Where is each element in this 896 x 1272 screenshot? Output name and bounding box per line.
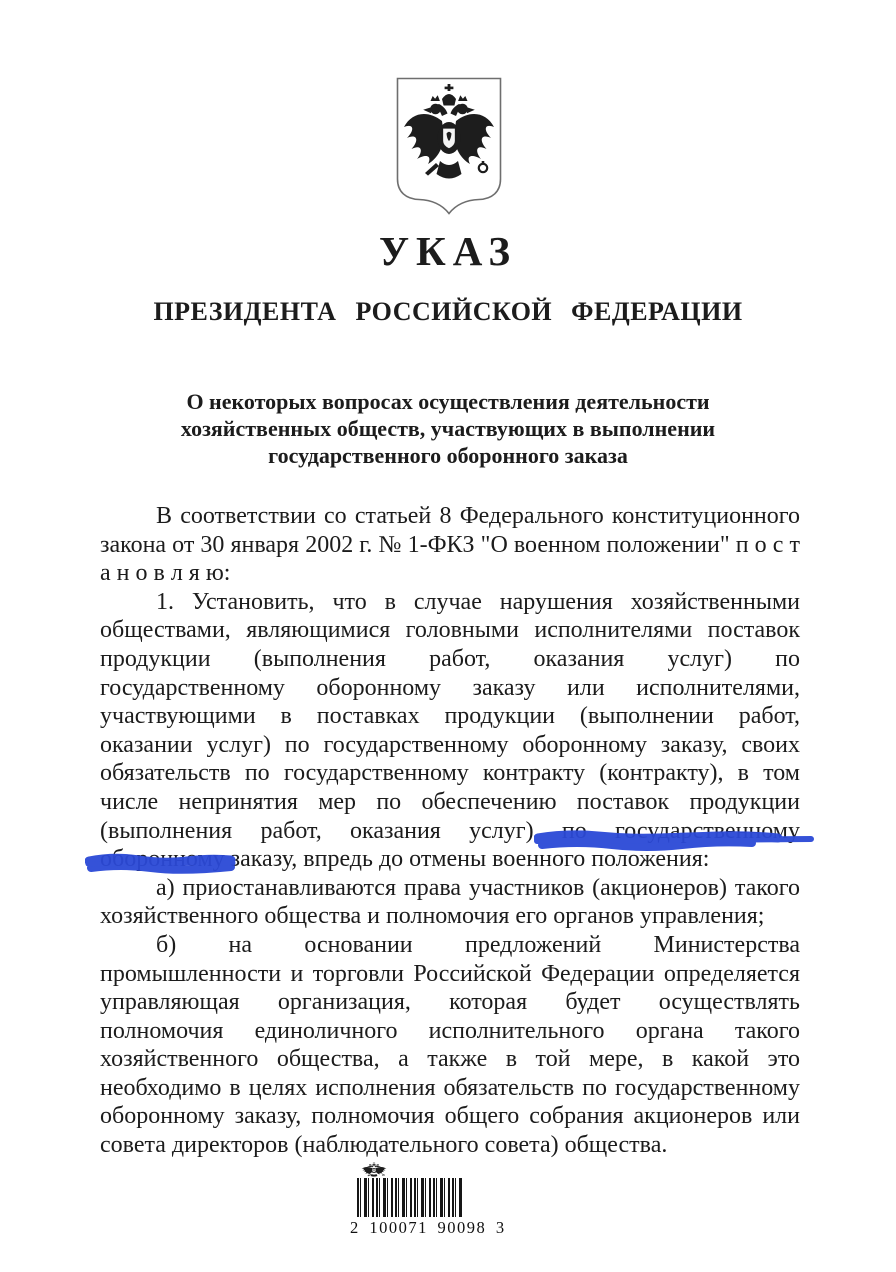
subject-line-2: хозяйственных обществ, участвующих в выполнении xyxy=(180,416,716,441)
decree-subtitle: ПРЕЗИДЕНТА РОССИЙСКОЙ ФЕДЕРАЦИИ xyxy=(153,297,743,326)
subject-line-1: О некоторых вопросах осуществления деятельности xyxy=(186,389,710,414)
paragraph-subitem-b: б) на основании предложений Министерства промышленности и торговли Российской Федерации определяется управляющая организация, которая будет осуществлять полномочия единоличного исполнительного органа такого хозяйственного общества, а также в той мере, в какой это необходимо в целях исполнения обязательств по государственному оборонному заказу, полномочия общего собрания акционеров или совета директоров (наблюдательного совета) общества. xyxy=(100,931,800,1159)
subject-line-3: государственного оборонного заказа xyxy=(268,443,628,468)
russia-coat-of-arms-icon xyxy=(390,75,508,216)
paragraph-subitem-a: а) приостанавливаются права участников (акционеров) такого хозяйственного общества и полномочия его органов управления; xyxy=(100,874,800,930)
decree-body-text xyxy=(100,502,800,1160)
barcode-digits: 2 100071 90098 3 xyxy=(350,1218,506,1237)
barcode-bars xyxy=(357,1178,463,1217)
paragraph-preamble: В соответствии со статьей 8 Федерального конституционного закона от 30 января 2002 г. № 1-ФКЗ "О военном положении" п о с т а н о в л я ю: xyxy=(100,503,800,587)
barcode xyxy=(350,1162,506,1238)
small-eagle-icon xyxy=(360,1162,388,1177)
decree-title: УКАЗ xyxy=(378,228,518,274)
paragraph-item-1: 1. Установить, что в случае нарушения хозяйственными обществами, являющимися головными исполнителями поставок продукции (выполнения работ, оказания услуг) по государственному оборонному заказу или исполнителями, участвующими в поставках продукции (выполнении работ, оказании услуг) по государственному оборонному заказу, своих обязательств по государственному контракту (контракту), в том числе непринятия мер по обеспечению поставок продукции (выполнения работ, оказания услуг) по государственному оборонному заказу, впредь до отмены военного положения: xyxy=(100,588,800,873)
decree-subject xyxy=(98,388,798,469)
